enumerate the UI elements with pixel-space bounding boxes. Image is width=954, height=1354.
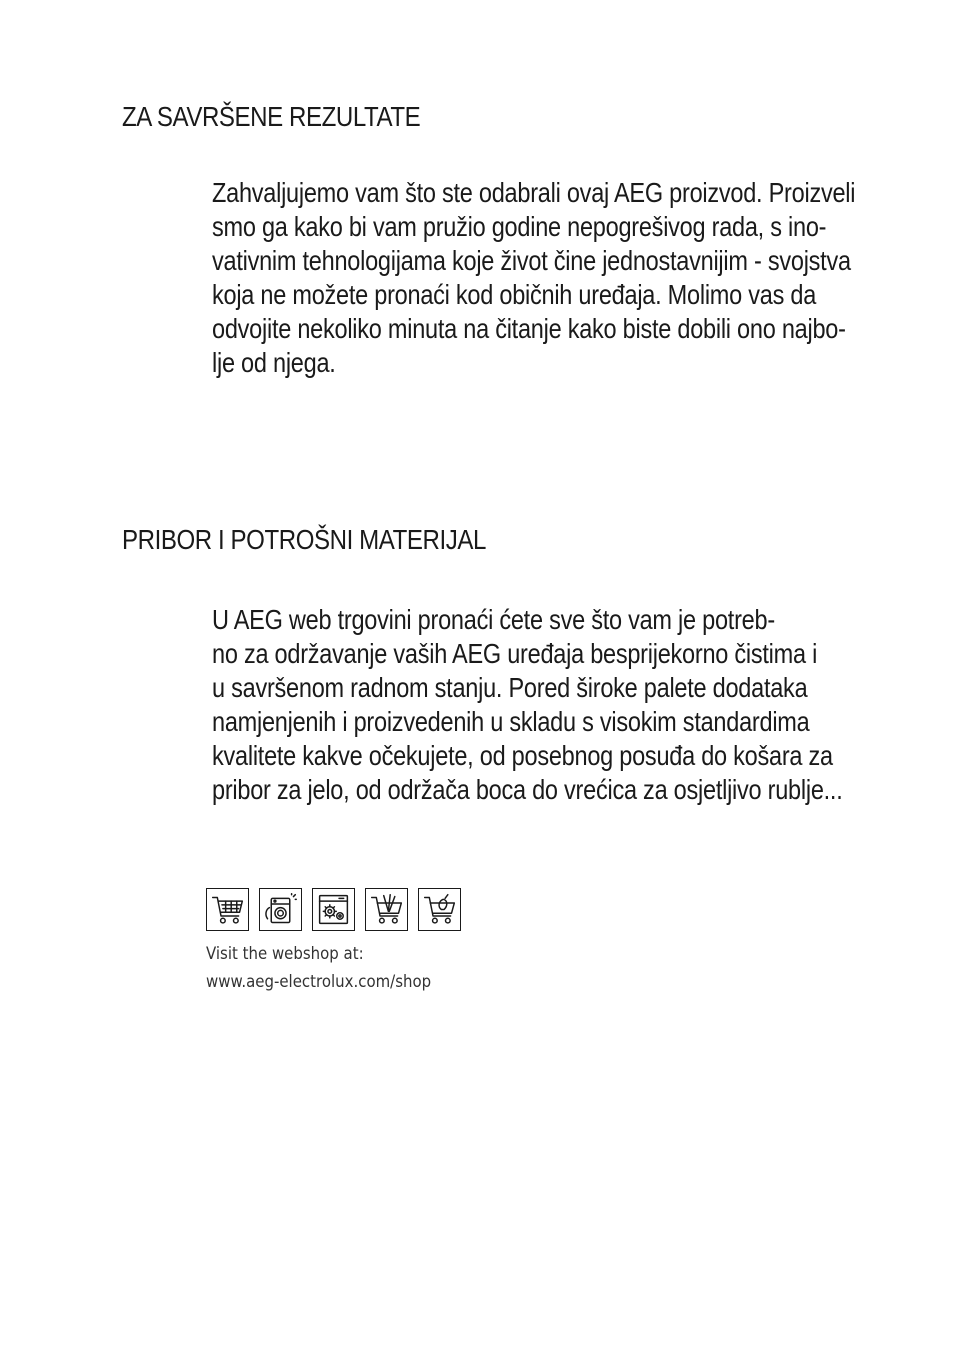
washing-machine-care-icon xyxy=(259,888,302,931)
paragraph-line: no za održavanje vaših AEG uređaja besprijekorno čistima i xyxy=(212,638,818,669)
webshop-url[interactable]: www.aeg-electrolux.com/shop xyxy=(206,972,432,992)
paragraph-line: u savršenom radnom stanju. Pored široke palete dodataka xyxy=(212,672,808,703)
paragraph-line: koja ne možete pronaći kod običnih uređaja. Molimo vas da xyxy=(212,279,817,310)
webshop-icons-row xyxy=(206,888,461,931)
paragraph-line: namjenjenih i proizvedenih u skladu s visokim standardima xyxy=(212,706,810,737)
paragraph-line: U AEG web trgovini pronaći ćete sve što vam je potreb- xyxy=(212,604,775,635)
intro-paragraph xyxy=(212,176,901,380)
paragraph-line: Zahvaljujemo vam što ste odabrali ovaj AEG proizvod. Proizveli xyxy=(212,177,856,208)
cart-tools-icon xyxy=(365,888,408,931)
paragraph-line: odvojite nekoliko minuta na čitanje kako biste dobili ono najbo- xyxy=(212,313,846,344)
webshop-visit-label: Visit the webshop at: xyxy=(206,944,364,964)
webshop-info xyxy=(206,940,431,996)
cart-cleaning-icon xyxy=(418,888,461,931)
paragraph-line: kvalitete kakve očekujete, od posebnog posuđa do košara za xyxy=(212,740,833,771)
paragraph-line: smo ga kako bi vam pružio godine nepogrešivog rada, s ino- xyxy=(212,211,827,242)
paragraph-line: lje od njega. xyxy=(212,347,336,378)
appliance-gears-icon xyxy=(312,888,355,931)
shopping-cart-icon xyxy=(206,888,249,931)
paragraph-line: pribor za jelo, od održača boca do vrećica za osjetljivo rublje... xyxy=(212,774,843,805)
section-title-perfect-results: ZA SAVRŠENE REZULTATE xyxy=(122,101,421,132)
section-title-accessories: PRIBOR I POTROŠNI MATERIJAL xyxy=(122,524,486,555)
accessories-paragraph xyxy=(212,603,901,807)
paragraph-line: vativnim tehnologijama koje život čine jednostavnijim - svojstva xyxy=(212,245,851,276)
